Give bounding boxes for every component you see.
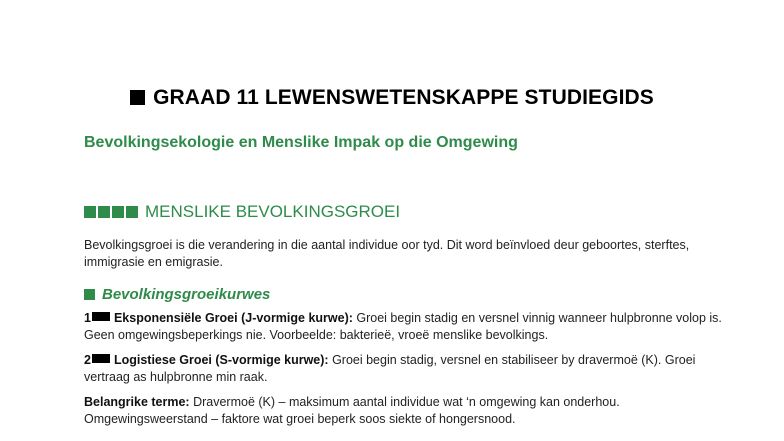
document-subtitle: Bevolkingsekologie en Menslike Impak op die Omgewing: [84, 134, 518, 151]
item-number: 1: [84, 311, 91, 325]
list-item: [84, 352, 724, 386]
section-heading: [84, 202, 400, 222]
document-title: [0, 86, 784, 110]
square-bullet-icon: [84, 289, 95, 300]
square-bullet-icon: [130, 90, 145, 105]
item-text: Groei begin stadig, versnel en stabiliseer by dravermoë (K). Groei vertraag as hulpbronne min raak.: [84, 353, 696, 384]
redaction-block-icon: [92, 354, 110, 363]
key-terms-label: Belangrike terme:: [84, 395, 190, 409]
square-bullets-icon: [84, 206, 138, 218]
subsection-heading-text: Bevolkingsgroeikurwes: [102, 286, 271, 303]
item-term: Eksponensiële Groei (J-vormige kurwe):: [113, 311, 353, 325]
list-item: [84, 310, 724, 344]
item-number: 2: [84, 353, 91, 367]
key-terms: [84, 394, 724, 428]
section-heading-text: MENSLIKE BEVOLKINGSGROEI: [145, 202, 401, 221]
redaction-block-icon: [92, 312, 110, 321]
document-title-text: GRAAD 11 LEWENSWETENSKAPPE STUDIEGIDS: [153, 86, 654, 109]
item-term: Logistiese Groei (S-vormige kurwe):: [113, 353, 329, 367]
intro-paragraph: Bevolkingsgroei is die verandering in die aantal individue oor tyd. Dit word beïnvloed deur geboortes, sterftes, immigrasie en emigrasie.: [84, 238, 690, 269]
key-terms-text: Dravermoë (K) – maksimum aantal individue wat ‘n omgewing kan onderhou. Omgewingsweerstand – faktore wat groei beperk soos siekte of hongersnood.: [84, 395, 620, 426]
item-text: Groei begin stadig en versnel vinnig wanneer hulpbronne volop is. Geen omgewingsbeperkings nie. Voorbeelde: bakterieë, vroeë menslike bevolkings.: [84, 311, 722, 342]
subsection-heading: [84, 286, 270, 303]
